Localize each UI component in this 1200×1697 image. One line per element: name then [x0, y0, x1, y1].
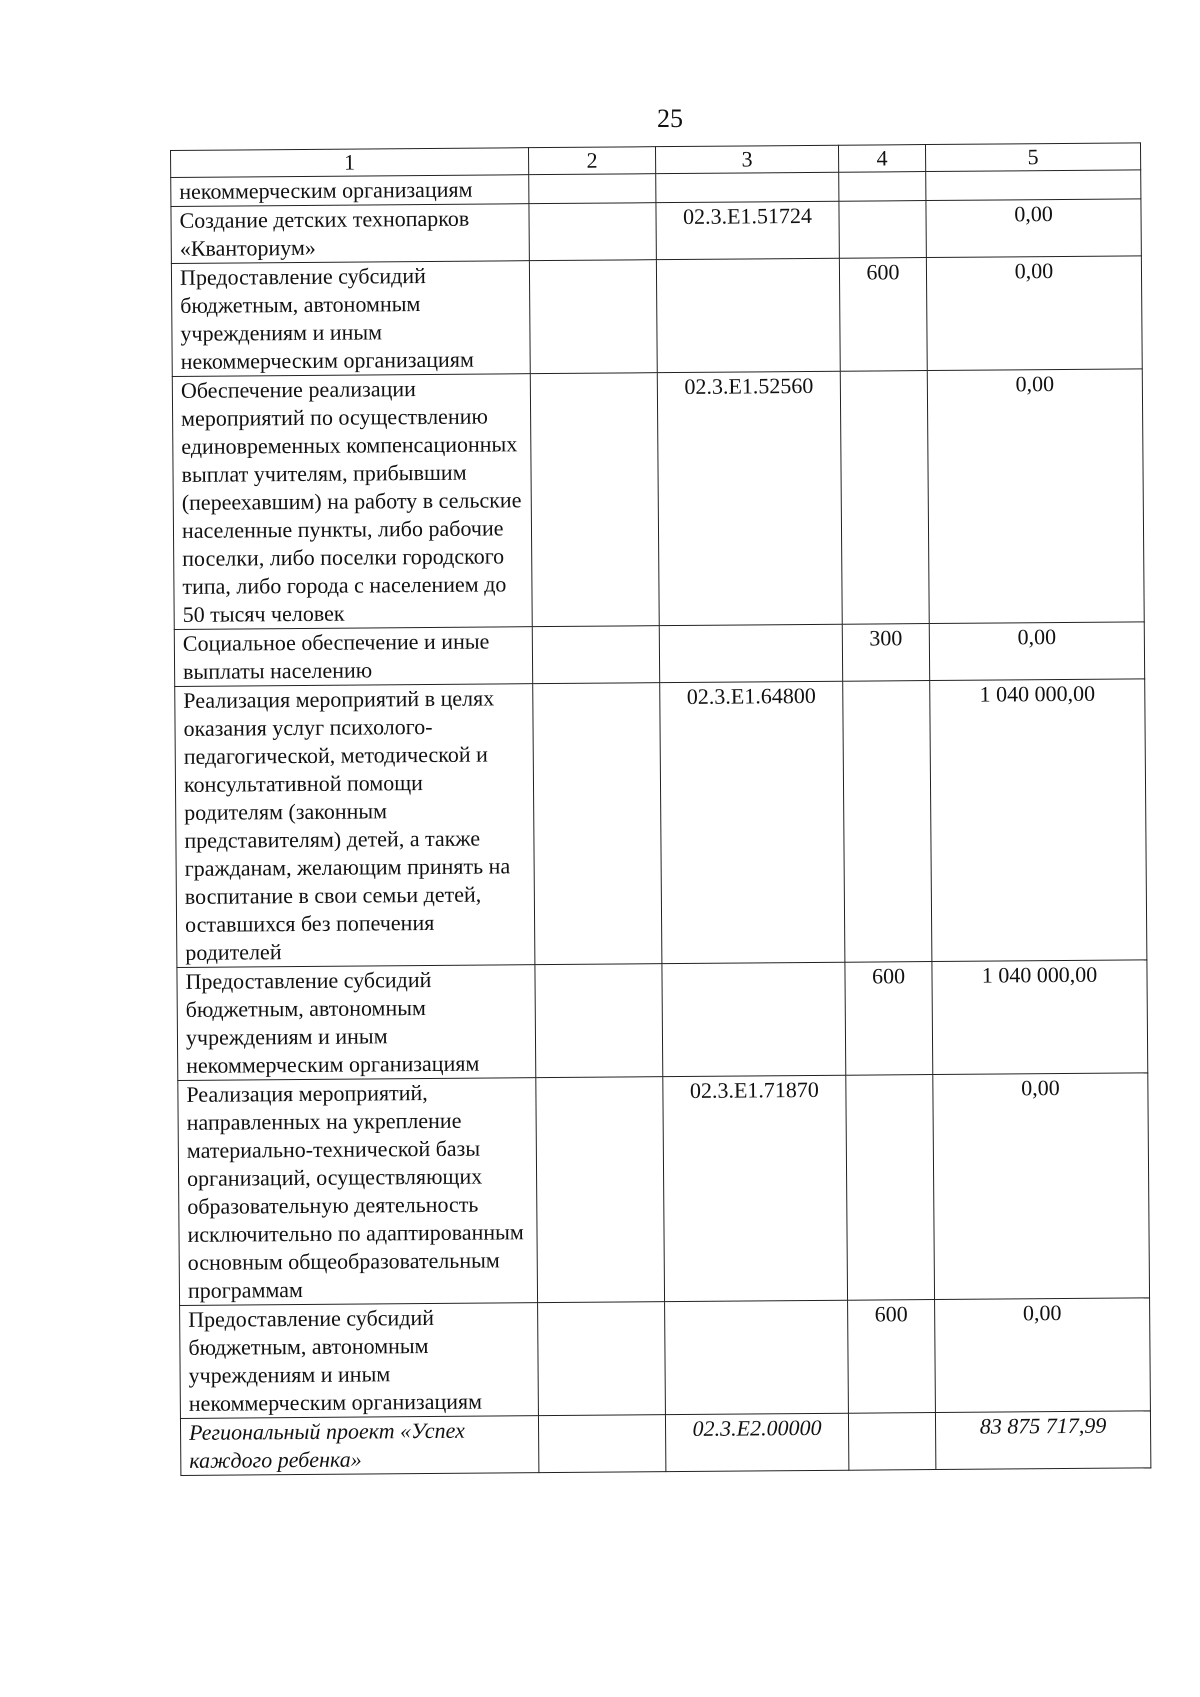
amount	[926, 170, 1141, 201]
amount: 0,00	[929, 622, 1144, 681]
item-name: Региональный проект «Успех каждого ребенка»	[180, 1416, 538, 1476]
budget-table	[170, 142, 1151, 1476]
target-code: 02.3.Е1.52560	[657, 371, 842, 625]
item-name: Реализация мероприятий в целях оказания услуг психолого-педагогической, методической и консультативной помощи родителям (законным представителям) детей, а также гражданам, желающим принять на воспитание в свои семьи детей, оставшихся без попечения родителей	[175, 684, 535, 968]
table-row	[174, 622, 1144, 687]
amount: 0,00	[927, 369, 1144, 624]
amount: 0,00	[935, 1298, 1151, 1413]
item-name: Обеспечение реализации мероприятий по осуществлению единовременных компенсационных выплат учителям, прибывшим (переехавшим) на работу в сельские населенные пункты, либо рабочие поселки, либо поселки городского типа, либо города с населением до 50 тысяч человек	[172, 374, 532, 630]
page-number: 25	[657, 104, 683, 133]
expense-type: 600	[848, 1300, 936, 1414]
target-code: 02.3.Е1.51724	[656, 201, 839, 259]
item-name: Реализация мероприятий, направленных на укрепление материально-технической базы организаций, осуществляющих образовательную деятельность исключительно по адаптированным основным общеобразовательным программам	[178, 1078, 538, 1306]
header-col-1: 1	[171, 148, 529, 178]
column-2-cell	[533, 683, 662, 965]
item-name: Создание детских технопарков «Кванториум»	[171, 204, 529, 264]
target-code: 02.3.Е1.71870	[663, 1075, 848, 1301]
column-2-cell	[538, 1415, 665, 1473]
table-row-regional-project	[180, 1411, 1150, 1476]
table-row	[178, 1073, 1150, 1306]
target-code	[656, 172, 839, 202]
table-row	[177, 960, 1148, 1081]
item-name: Социальное обеспечение и иные выплаты населению	[174, 627, 532, 687]
item-name: Предоставление субсидий бюджетным, автономным учреждениям и иным некоммерческим организациям	[171, 261, 530, 377]
amount: 0,00	[933, 1073, 1150, 1300]
amount: 1 040 000,00	[932, 960, 1148, 1075]
column-2-cell	[538, 1302, 666, 1416]
header-col-4: 4	[838, 145, 925, 173]
expense-type: 600	[839, 258, 927, 372]
column-2-cell	[529, 203, 656, 261]
expense-type	[839, 172, 926, 202]
target-code	[659, 624, 842, 682]
table-row	[171, 256, 1142, 377]
header-col-3: 3	[655, 145, 838, 173]
table-row	[180, 1298, 1151, 1419]
target-code	[665, 1300, 849, 1414]
item-name: некоммерческим организациям	[171, 175, 529, 207]
column-2-cell	[532, 626, 659, 684]
table-row	[172, 369, 1144, 630]
expense-type	[840, 371, 929, 625]
column-2-cell	[536, 1077, 665, 1303]
amount: 1 040 000,00	[930, 679, 1147, 962]
table-row	[171, 199, 1141, 264]
table-row	[175, 679, 1147, 968]
target-code: 02.3.Е2.00000	[665, 1413, 848, 1471]
column-2-cell	[535, 964, 663, 1078]
amount: 0,00	[926, 256, 1142, 371]
header-col-2: 2	[528, 147, 655, 175]
amount: 0,00	[926, 199, 1141, 258]
target-code: 02.3.Е1.64800	[660, 681, 845, 963]
expense-type	[839, 201, 926, 259]
item-name: Предоставление субсидий бюджетным, автономным учреждениям и иным некоммерческим организациям	[177, 965, 536, 1081]
expense-type: 300	[842, 624, 929, 682]
target-code	[656, 258, 840, 372]
amount: 83 875 717,99	[935, 1411, 1150, 1470]
expense-type	[846, 1075, 935, 1301]
item-name: Предоставление субсидий бюджетным, автономным учреждениям и иным некоммерческим организациям	[180, 1303, 539, 1419]
expense-type	[848, 1413, 935, 1471]
column-2-cell	[529, 260, 657, 374]
column-2-cell	[529, 174, 656, 204]
header-col-5: 5	[925, 143, 1140, 172]
target-code	[662, 962, 846, 1076]
expense-type	[843, 681, 932, 963]
expense-type: 600	[845, 962, 933, 1076]
column-2-cell	[530, 373, 659, 627]
